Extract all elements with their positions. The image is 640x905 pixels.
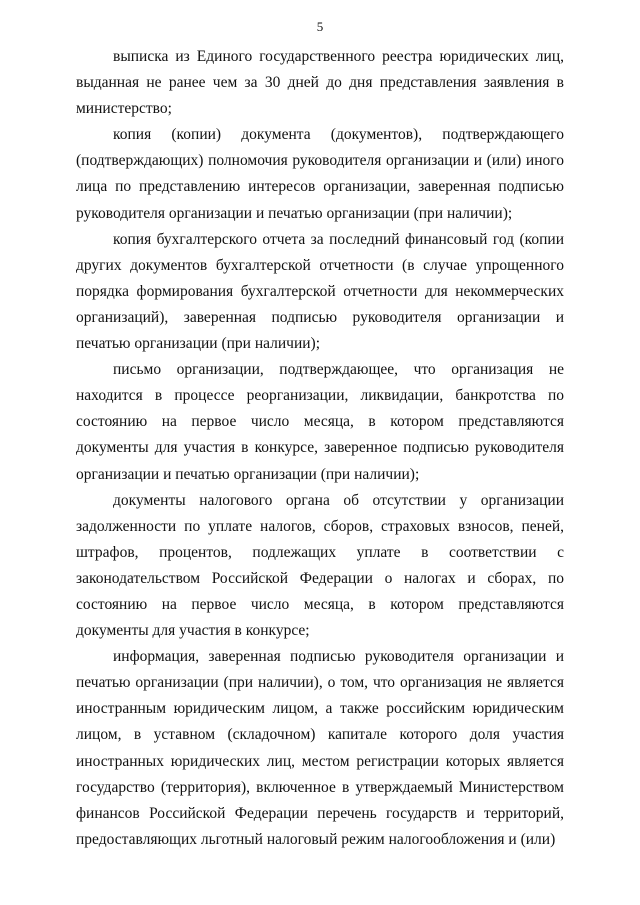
paragraph-egrul-extract: выписка из Единого государственного реестра юридических лиц, выданная не ранее чем за 30 дней до дня представления заявления в министерство; — [76, 48, 564, 118]
page-number: 5 — [316, 19, 324, 34]
paragraph-reorganization-letter: письмо организации, подтверждающее, что организация не находится в процессе реорганизации, ликвидации, банкротства по состоянию на первое число месяца, в котором представляются документы для участия в конкурсе, заверенное подписью руководителя организации и печатью организации (при наличии); — [76, 361, 564, 483]
paragraph-accounting-report: копия бухгалтерского отчета за последний финансовый год (копии других документов бухгалтерской отчетности (в случае упрощенного порядка формирования бухгалтерской отчетности для некоммерческих организаций), заверенная подписью руководителя организации и печатью организации (при наличии); — [76, 230, 564, 353]
paragraph-authority-documents: копия (копии) документа (документов), подтверждающего (подтверждающих) полномочия руководителя организации и (или) иного лица по представлению интересов организации, заверенная подписью руководителя организации и печатью организации (при наличии); — [76, 126, 564, 222]
paragraph-foreign-entity-info: информация, заверенная подписью руководителя организации и печатью организации (при наличии), о том, что организация не является иностранным юридическим лицом, а также российским юридическим лицом, в уставном (складочном) капитале которого доля участия иностранных юридических лиц, местом регистрации которых является государство (территория), включенное в утверждаемый Министерством финансов Российской Федерации перечень государств и территорий, предоставляющих льготный налоговый режим налогообложения и (или) — [76, 648, 564, 848]
document-body — [76, 44, 564, 853]
paragraph-tax-documents: документы налогового органа об отсутствии у организации задолженности по уплате налогов, сборов, страховых взносов, пеней, штрафов, процентов, подлежащих уплате в соответствии с законодательством Российской Федерации о налогах и сборах, по состоянию на первое число месяца, в котором представляются документы для участия в конкурсе; — [76, 491, 564, 640]
